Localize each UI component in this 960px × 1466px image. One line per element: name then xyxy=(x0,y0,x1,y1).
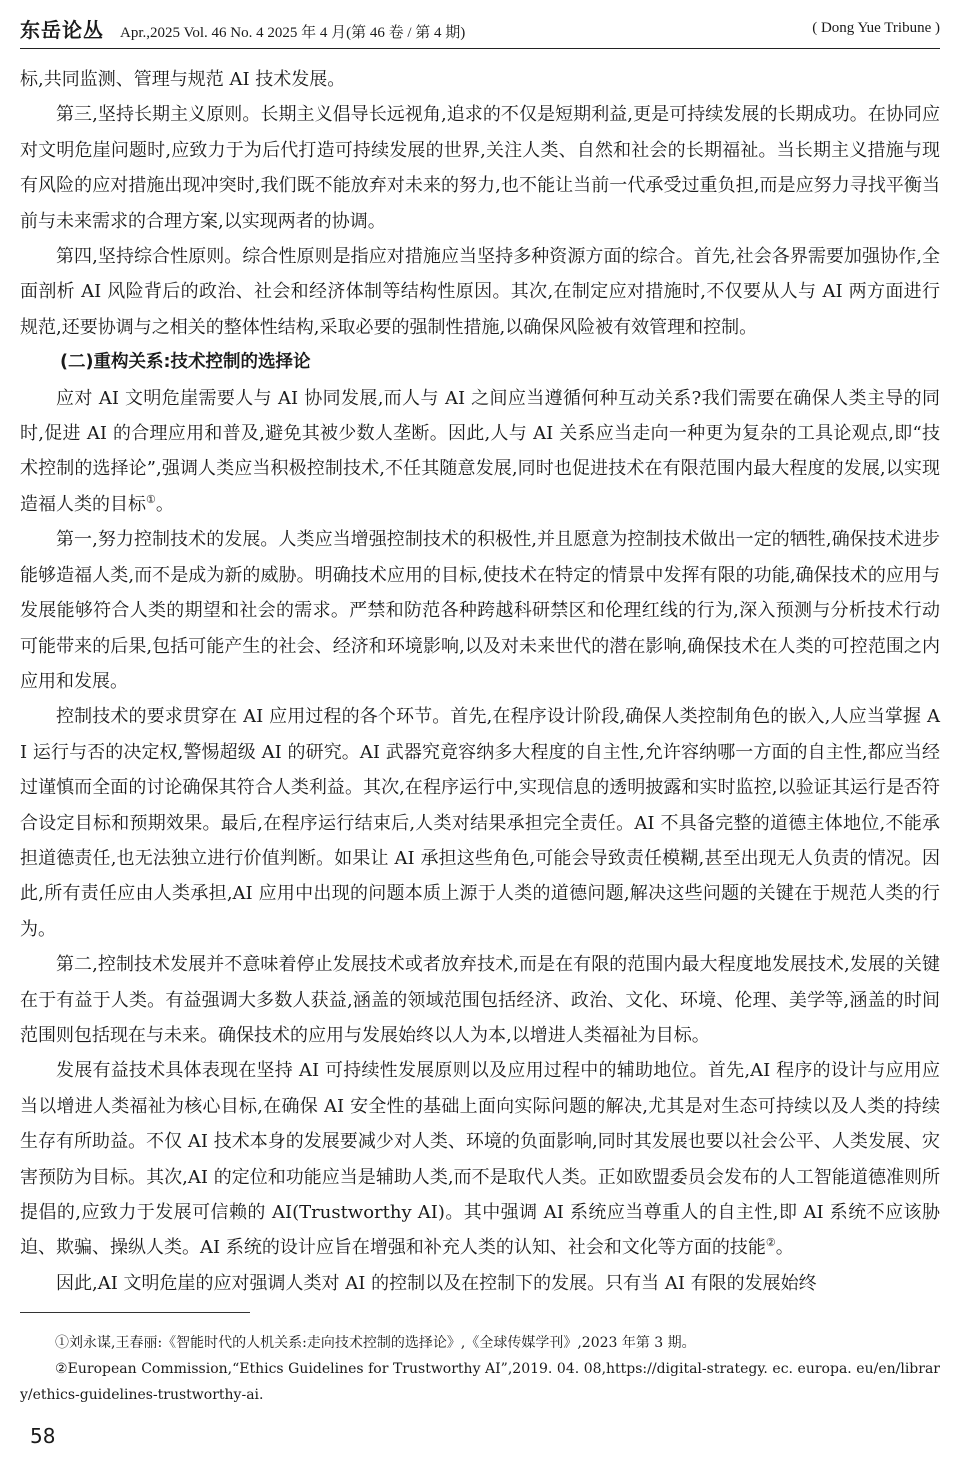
paragraph-principle-3: 第三,坚持长期主义原则。长期主义倡导长远视角,追求的不仅是短期利益,更是可持续发展的长期成功。在协同应对文明危崖问题时,应致力于为后代打造可持续发展的世界,关注人类、自然和社会的长期福祉。当长期主义措施与现有风险的应对措施出现冲突时,我们既不能放弃对未来的努力,也不能让当前一代承受过重负担,而是应努力寻找平衡当前与未来需求的合理方案,以实现两者的协调。 xyxy=(20,104,940,232)
paragraph-control-requirements: 控制技术的要求贯穿在 AI 应用过程的各个环节。首先,在程序设计阶段,确保人类控制角色的嵌入,人应当掌握 AI 运行与否的决定权,警惕超级 AI 的研究。AI 武器究竟容纳多大程度的自主性,允许容纳哪一方面的自主性,都应当经过谨慎而全面的讨论确保其符合人类利益。其次,在程序运行中,实现信息的透明披露和实时监控,以验证其运行是否符合设定目标和预期效果。最后,在程序运行结束后,人类对结果承担完全责任。AI 不具备完整的道德主体地位,不能承担道德责任,也无法独立进行价值判断。如果让 AI 承担这些角色,可能会导致责任模糊,甚至出现无人负责的情况。因此,所有责任应由人类承担,AI 应用中出现的问题本质上源于人类的道德问题,解决这些问题的关键在于规范人类的行为。 xyxy=(20,706,940,940)
paragraph-beneficial-text: 发展有益技术具体表现在坚持 AI 可持续性发展原则以及应用过程中的辅助地位。首先,AI 程序的设计与应用应当以增进人类福祉为核心目标,在确保 AI 安全性的基础上面向实际问题的解决,尤其是对生态可持续以及人类的持续生存有所助益。不仅 AI 技术本身的发展要减少对人类、环境的负面影响,同时其发展也要以社会公平、人类发展、灾害预防为目标。其次,AI 的定位和功能应当是辅助人类,而不是取代人类。正如欧盟委员会发布的人工智能道德准则所提倡的,应致力于发展可信赖的 AI(Trustworthy AI)。其中强调 AI 系统应当尊重人的自主性,即 AI 系统不应该胁迫、欺骗、操纵人类。AI 系统的设计应旨在增强和补充人类的认知、社会和文化等方面的技能 xyxy=(20,1060,940,1259)
page-number: 58 xyxy=(30,1424,56,1448)
paragraph-first: 第一,努力控制技术的发展。人类应当增强控制技术的积极性,并且愿意为控制技术做出一定的牺牲,确保技术进步能够造福人类,而不是成为新的威胁。明确技术应用的目标,使技术在特定的情景中发挥有限的功能,确保技术的应用与发展能够符合人类的期望和社会的需求。严禁和防范各种跨越科研禁区和伦理红线的行为,深入预测与分析技术行动可能带来的后果,包括可能产生的社会、经济和环境影响,以及对未来世代的潜在影响,确保技术在人类的可控范围之内应用和发展。 xyxy=(20,529,940,692)
footnote-ref-1: ① xyxy=(146,492,156,506)
paragraph-beneficial-end: 。 xyxy=(775,1237,794,1259)
journal-title: 东岳论丛 xyxy=(20,17,104,42)
footnote-2: ②European Commission,“Ethics Guidelines for Trustworthy AI”,2019. 04. 08,https://digital-strategy. ec. europa. eu/en/library/ethics-guidelines-trustworthy-ai. xyxy=(20,1361,940,1403)
footnote-divider xyxy=(20,1312,250,1313)
issue-info: Apr.,2025 Vol. 46 No. 4 2025 年 4 月(第 46 卷 / 第 4 期) xyxy=(120,24,466,41)
paragraph-conclusion: 因此,AI 文明危崖的应对强调人类对 AI 的控制以及在控制下的发展。只有当 AI 有限的发展始终 xyxy=(56,1272,817,1294)
paragraph-intro xyxy=(20,381,940,523)
paragraph-intro-text: 应对 AI 文明危崖需要人与 AI 协同发展,而人与 AI 之间应当遵循何种互动关系?我们需要在确保人类主导的同时,促进 AI 的合理应用和普及,避免其被少数人垄断。因此,人与 AI 关系应当走向一种更为复杂的工具论观点,即“技术控制的选择论”,强调人类应当积极控制技术,不任其随意发展,同时也促进技术在有限范围内最大程度的发展,以实现造福人类的目标 xyxy=(20,387,940,515)
journal-english-title: ( Dong Yue Tribune ) xyxy=(812,19,940,36)
section-subheading: (二)重构关系:技术控制的选择论 xyxy=(60,352,311,373)
paragraph-second: 第二,控制技术发展并不意味着停止发展技术或者放弃技术,而是在有限的范围内最大程度地发展技术,发展的关键在于有益于人类。有益强调大多数人获益,涵盖的领域范围包括经济、政治、文化、环境、伦理、美学等,涵盖的时间范围则包括现在与未来。确保技术的应用与发展始终以人为本,以增进人类福祉为目标。 xyxy=(20,954,940,1046)
paragraph-continued: 标,共同监测、管理与规范 AI 技术发展。 xyxy=(20,69,346,90)
running-header xyxy=(20,8,940,49)
paragraph-beneficial-tech xyxy=(20,1053,940,1265)
paragraph-intro-end: 。 xyxy=(155,493,174,515)
header-left xyxy=(20,14,465,43)
article-body xyxy=(20,62,940,1301)
footnote-ref-2: ② xyxy=(765,1236,776,1250)
paragraph-principle-4: 第四,坚持综合性原则。综合性原则是指应对措施应当坚持多种资源方面的综合。首先,社会各界需要加强协作,全面剖析 AI 风险背后的政治、社会和经济体制等结构性原因。其次,在制定应对措施时,不仅要从人与 AI 两方面进行规范,还要协调与之相关的整体性结构,采取必要的强制性措施,以确保风险被有效管理和控制。 xyxy=(20,246,940,338)
footnote-1: ①刘永谋,王春丽:《智能时代的人机关系:走向技术控制的选择论》,《全球传媒学刊》,2023 年第 3 期。 xyxy=(55,1335,696,1351)
footnotes xyxy=(20,1330,940,1408)
